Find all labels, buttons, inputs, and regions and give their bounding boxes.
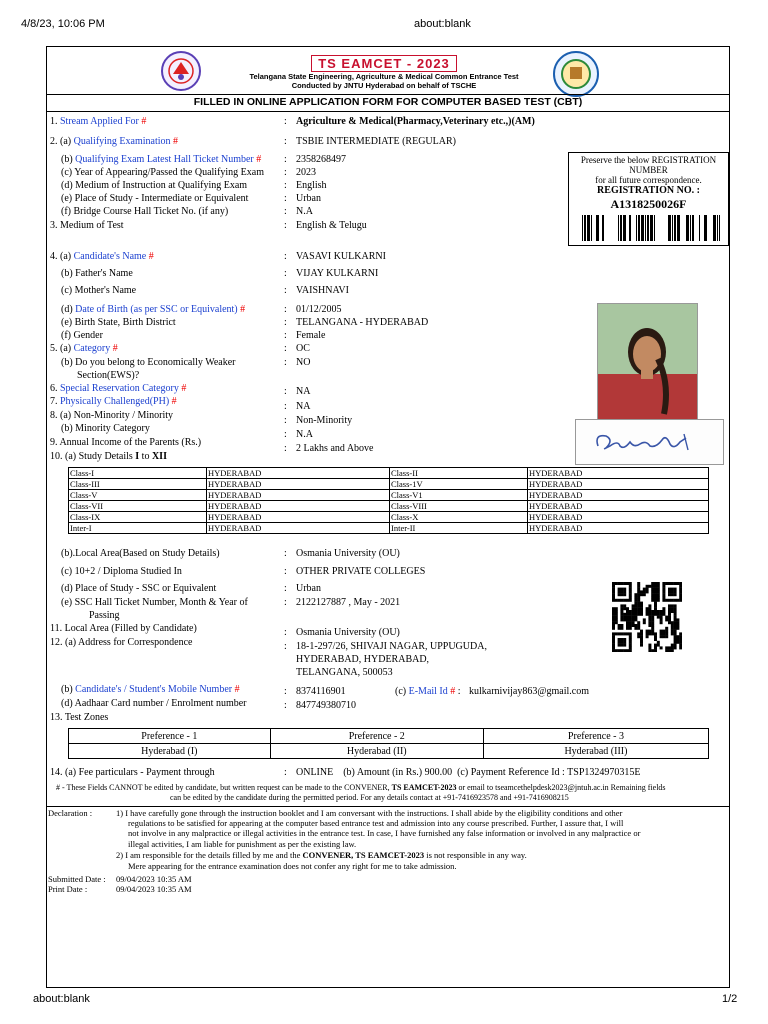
divider [46, 94, 730, 95]
colon: : [284, 627, 287, 638]
field-special-reservation-value: NA [296, 386, 311, 397]
field-father-label: (b) Father's Name [61, 268, 133, 279]
study-class-cell: Class-VII [69, 501, 207, 512]
colon: : [284, 386, 287, 397]
field-local-area-study-label: (b).Local Area(Based on Study Details) [61, 548, 220, 559]
field-qualifying-exam-value: TSBIE INTERMEDIATE (REGULAR) [296, 136, 456, 147]
colon: : [284, 443, 287, 454]
field-college-value: OTHER PRIVATE COLLEGES [296, 566, 426, 577]
field-aadhaar-value: 847749380710 [296, 700, 356, 711]
divider [46, 111, 730, 112]
submitted-date-value: 09/04/2023 10:35 AM [116, 874, 192, 884]
field-place-ssc-label: (d) Place of Study - SSC or Equivalent [61, 583, 217, 594]
study-place-cell: HYDERABAD [528, 523, 709, 534]
colon: : [284, 285, 287, 296]
study-class-cell: Class-III [69, 479, 207, 490]
declaration-label: Declaration : [48, 808, 93, 818]
colon: : [284, 343, 287, 354]
colon: : [284, 415, 287, 426]
colon: : [284, 401, 287, 412]
field-local-area-label: 11. Local Area (Filled by Candidate) [50, 623, 197, 634]
study-details-table [68, 467, 709, 534]
barcode-icon [578, 215, 720, 241]
field-ews-label-2: Section(EWS)? [77, 370, 140, 381]
field-category-label: 5. (a) Category # [50, 343, 118, 354]
study-class-cell: Inter-I [69, 523, 207, 534]
print-date-label: Print Date : [48, 884, 88, 894]
field-ph-label: 7. Physically Challenged(PH) # [50, 396, 177, 407]
study-class-cell: Class-X [390, 512, 528, 523]
field-study-details-label: 10. (a) Study Details I to XII [50, 451, 167, 462]
field-medium-value: English [296, 180, 327, 191]
colon: : [284, 330, 287, 341]
field-dob-value: 01/12/2005 [296, 304, 342, 315]
colon: : [284, 220, 287, 231]
test-zones-header-row [69, 729, 709, 744]
declaration-p1-line-2: regulations to be satisfied for appearing at the computer based entrance test and admission into any course prescribed. Further, I assure that, I will [128, 818, 624, 828]
field-candidate-name-label: 4. (a) Candidate's Name # [50, 251, 154, 262]
colon: : [284, 193, 287, 204]
field-candidate-name-value: VASAVI KULKARNI [296, 251, 386, 262]
colon: : [284, 597, 287, 608]
field-email-value: kulkarnivijay863@gmail.com [469, 686, 590, 697]
field-email-label: (c) E-Mail Id # : [395, 686, 461, 697]
candidate-photo [597, 303, 698, 421]
field-minority-category-value: N.A [296, 429, 313, 440]
study-place-cell: HYDERABAD [207, 490, 390, 501]
study-place-cell: HYDERABAD [207, 512, 390, 523]
field-ews-label: (b) Do you belong to Economically Weaker [61, 357, 236, 368]
submitted-date-label: Submitted Date : [48, 874, 106, 884]
form-title: FILLED IN ONLINE APPLICATION FORM FOR COMPUTER BASED TEST (CBT) [193, 96, 583, 108]
reg-note-2: NUMBER [629, 165, 668, 175]
field-fee-label: 14. (a) Fee particulars - Payment through [50, 767, 215, 778]
study-row [69, 468, 709, 479]
field-gender-label: (f) Gender [61, 330, 103, 341]
field-mobile-value: 8374116901 [296, 686, 346, 697]
field-address-line-2: HYDERABAD, HYDERABAD, [296, 654, 430, 665]
note-line-1: # - These Fields CANNOT be edited by candidate, but written request can be made to the CONVENER, TS EAMCET-2023 or email to tseamcethelpdesk2023@jntuh.ac.in Remaining fields [56, 783, 666, 792]
study-row [69, 523, 709, 534]
field-category-value: OC [296, 343, 310, 354]
colon: : [284, 357, 287, 368]
field-special-reservation-label: 6. Special Reservation Category # [50, 383, 187, 394]
declaration-p1-line-4: illegal activities, I am liable for punishment as per the existing law. [128, 839, 357, 849]
study-row [69, 501, 709, 512]
field-address-line-1: 18-1-297/26, SHIVAJI NAGAR, UPPUGUDA, [296, 641, 487, 652]
print-date-value: 09/04/2023 10:35 AM [116, 884, 192, 894]
colon: : [284, 583, 287, 594]
field-hall-ticket-value: 2358268497 [296, 154, 346, 165]
field-qualifying-exam-label: 2. (a) Qualifying Examination # [50, 136, 179, 147]
declaration-p2-line-2: Mere appearing for the entrance examination does not confer any right for me to take admission. [128, 861, 457, 871]
study-row [69, 512, 709, 523]
reg-label: REGISTRATION NO. : [597, 185, 700, 196]
colon: : [284, 304, 287, 315]
field-fee-value: ONLINE (b) Amount (in Rs.) 900.00 (c) Payment Reference Id : TSP1324970315E [296, 767, 641, 778]
print-footer-url: about:blank [33, 993, 90, 1005]
field-mother-label: (c) Mother's Name [61, 285, 137, 296]
field-minority-category-label: (b) Minority Category [61, 423, 150, 434]
colon: : [284, 317, 287, 328]
field-local-area-study-value: Osmania University (OU) [296, 548, 400, 559]
field-test-zones-label: 13. Test Zones [50, 712, 109, 723]
study-class-cell: Class-V1 [390, 490, 528, 501]
note-line-2: can be edited by the candidate during the permitted period. For any details contact at +91-7416923578 and +91-7416908215 [170, 793, 569, 802]
colon: : [284, 206, 287, 217]
study-place-cell: HYDERABAD [207, 501, 390, 512]
field-year-value: 2023 [296, 167, 316, 178]
field-stream-value: Agriculture & Medical(Pharmacy,Veterinary etc.,)(AM) [296, 116, 535, 127]
zone-header-1: Preference - 1 [69, 729, 271, 744]
study-class-cell: Class-VIII [390, 501, 528, 512]
field-address-label: 12. (a) Address for Correspondence [50, 637, 193, 648]
study-place-cell: HYDERABAD [207, 468, 390, 479]
colon: : [284, 167, 287, 178]
declaration-p2-line-1: 2) I am responsible for the details filled by me and the CONVENER, TS EAMCET-2023 is not responsible in any way. [116, 850, 527, 860]
field-ews-value: NO [296, 357, 311, 368]
study-place-cell: HYDERABAD [528, 501, 709, 512]
field-income-label: 9. Annual Income of the Parents (Rs.) [50, 437, 202, 448]
study-class-cell: Class-1V [390, 479, 528, 490]
study-place-cell: HYDERABAD [528, 479, 709, 490]
field-ph-value: NA [296, 401, 311, 412]
colon: : [284, 251, 287, 262]
study-class-cell: Inter-II [390, 523, 528, 534]
field-hall-ticket-label: (b) Qualifying Exam Latest Hall Ticket Number # [61, 154, 262, 165]
print-page-title: about:blank [414, 18, 471, 30]
field-bridge-value: N.A [296, 206, 313, 217]
study-place-cell: HYDERABAD [528, 512, 709, 523]
field-medium-test-label: 3. Medium of Test [50, 220, 124, 231]
signature-icon [576, 420, 723, 464]
field-minority-value: Non-Minority [296, 415, 353, 426]
field-place-ssc-value: Urban [296, 583, 321, 594]
zone-value-1: Hyderabad (I) [69, 744, 271, 759]
field-aadhaar-label: (d) Aadhaar Card number / Enrolment number [61, 698, 247, 709]
field-gender-value: Female [296, 330, 326, 341]
field-medium-test-value: English & Telugu [296, 220, 367, 231]
zone-value-2: Hyderabad (II) [270, 744, 483, 759]
field-bridge-label: (f) Bridge Course Hall Ticket No. (if any) [61, 206, 229, 217]
divider [46, 806, 730, 807]
colon: : [284, 566, 287, 577]
study-place-cell: HYDERABAD [528, 490, 709, 501]
field-dob-label: (d) Date of Birth (as per SSC or Equivalent) # [61, 304, 246, 315]
colon: : [284, 429, 287, 440]
photo-image-icon [598, 304, 697, 420]
study-row [69, 479, 709, 490]
colon: : [284, 116, 287, 127]
field-birth-state-value: TELANGANA - HYDERABAD [296, 317, 429, 328]
field-year-label: (c) Year of Appearing/Passed the Qualifying Exam [61, 167, 265, 178]
reg-note-3: for all future correspondence. [595, 175, 702, 185]
test-zones-table [68, 728, 709, 759]
reg-note-1: Preserve the below REGISTRATION [580, 155, 717, 165]
colon: : [284, 641, 287, 652]
colon: : [284, 268, 287, 279]
colon: : [284, 180, 287, 191]
field-mother-value: VAISHNAVI [296, 285, 349, 296]
registration-number: A1318250026F [610, 197, 687, 211]
colon: : [284, 767, 287, 778]
zone-header-2: Preference - 2 [270, 729, 483, 744]
candidate-signature [575, 419, 724, 465]
field-income-value: 2 Lakhs and Above [296, 443, 374, 454]
field-mobile-label: (b) Candidate's / Student's Mobile Number # [61, 684, 240, 695]
declaration-p1-line-1: 1) I have carefully gone through the instruction booklet and I am conversant with the instructions. I shall abide by the eligibility conditions and other [116, 808, 623, 818]
field-minority-label: 8. (a) Non-Minority / Minority [50, 410, 174, 421]
field-birth-state-label: (e) Birth State, Birth District [61, 317, 176, 328]
colon: : [284, 548, 287, 559]
field-college-label: (c) 10+2 / Diploma Studied In [61, 566, 182, 577]
colon: : [284, 686, 287, 697]
print-page-number: 1/2 [722, 993, 738, 1005]
colon: : [284, 700, 287, 711]
field-address-line-3: TELANGANA, 500053 [296, 667, 393, 678]
field-medium-label: (d) Medium of Instruction at Qualifying Exam [61, 180, 248, 191]
study-row [69, 490, 709, 501]
zone-header-3: Preference - 3 [483, 729, 708, 744]
study-class-cell: Class-IX [69, 512, 207, 523]
field-place-inter-label: (e) Place of Study - Intermediate or Equivalent [61, 193, 249, 204]
field-local-area-value: Osmania University (OU) [296, 627, 400, 638]
study-class-cell: Class-II [390, 468, 528, 479]
field-ssc-value: 2122127887 , May - 2021 [296, 597, 401, 608]
header-subtitle-1: Telangana State Engineering, Agriculture & Medical Common Entrance Test [249, 72, 519, 81]
field-place-inter-value: Urban [296, 193, 321, 204]
field-ssc-label-2: Passing [89, 610, 120, 621]
header-title: TS EAMCET - 2023 [0, 56, 768, 71]
declaration-p1-line-3: not involve in any malpractice or illegal activities in the entrance test. In case, I have furnished any false information or involved in any malpractice or [128, 828, 641, 838]
test-zones-value-row [69, 744, 709, 759]
header-subtitle-2: Conducted by JNTU Hyderabad on behalf of TSCHE [291, 81, 477, 90]
study-class-cell: Class-V [69, 490, 207, 501]
field-ssc-label: (e) SSC Hall Ticket Number, Month & Year of [61, 597, 248, 608]
print-datetime: 4/8/23, 10:06 PM [21, 18, 105, 30]
study-place-cell: HYDERABAD [528, 468, 709, 479]
zone-value-3: Hyderabad (III) [483, 744, 708, 759]
study-place-cell: HYDERABAD [207, 479, 390, 490]
field-father-value: VIJAY KULKARNI [296, 268, 379, 279]
colon: : [284, 154, 287, 165]
qr-code-icon [612, 582, 682, 652]
field-stream-label: 1. Stream Applied For # [50, 116, 147, 127]
study-class-cell: Class-I [69, 468, 207, 479]
colon: : [284, 136, 287, 147]
study-place-cell: HYDERABAD [207, 523, 390, 534]
